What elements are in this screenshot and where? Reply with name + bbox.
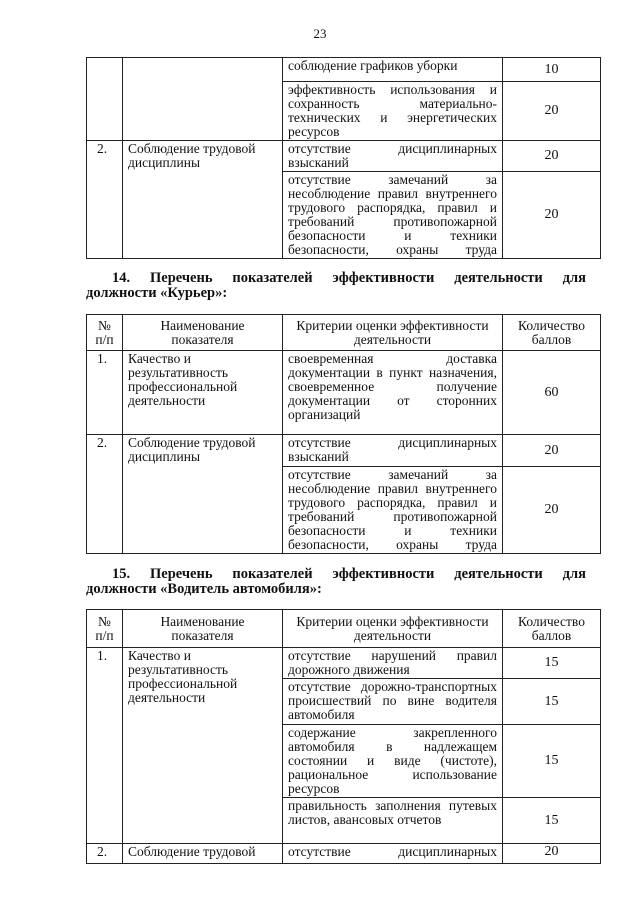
score: 60 <box>503 351 601 435</box>
section-14-heading <box>86 271 586 301</box>
indicator-name: Соблюдение трудовой дисциплины <box>123 141 283 259</box>
score: 20 <box>503 141 601 172</box>
criterion: содержание закрепленного автомобиля в надлежащем состоянии и виде (чистоте), рациональное использование ресурсов <box>283 725 503 798</box>
criterion: своевременная доставка документации в пункт назначения, своевременное получение документации от сторонних организаций <box>283 351 503 435</box>
score: 15 <box>503 798 601 844</box>
heading-line: должности «Курьер»: <box>86 285 228 301</box>
score: 20 <box>503 435 601 467</box>
criterion: отсутствие дорожно-транспортных происшествий по вине водителя автомобиля <box>283 679 503 725</box>
table-row <box>87 844 601 864</box>
row-number <box>87 58 123 141</box>
section-15-heading <box>86 567 586 597</box>
table-row <box>87 141 601 172</box>
heading-line: 15. Перечень показателей эффективности деятельности для <box>112 566 586 582</box>
score: 20 <box>503 82 601 141</box>
criterion: отсутствие дисциплинарных взысканий <box>283 141 503 172</box>
header-criteria: Критерии оценки эффективности деятельности <box>283 610 503 648</box>
header-score: Количество баллов <box>503 610 601 648</box>
criterion: эффективность использования и сохранность материально-технических и энергетических ресурсов <box>283 82 503 141</box>
table-courier <box>86 314 601 554</box>
heading-line: 14. Перечень показателей эффективности деятельности для <box>112 270 586 286</box>
table-continuation <box>86 57 601 259</box>
table-driver <box>86 609 601 864</box>
row-number: 1. <box>87 648 123 844</box>
table-row <box>87 648 601 679</box>
heading-line: должности «Водитель автомобиля»: <box>86 581 322 597</box>
score: 15 <box>503 725 601 798</box>
table-header-row <box>87 610 601 648</box>
table-header-row <box>87 315 601 351</box>
indicator-name: Соблюдение трудовой дисциплины <box>123 435 283 554</box>
criterion: правильность заполнения путевых листов, авансовых отчетов <box>283 798 503 844</box>
indicator-name <box>123 58 283 141</box>
score: 15 <box>503 648 601 679</box>
criterion: отсутствие замечаний за несоблюдение правил внутреннего трудового распорядка, правил и требований противопожарной безопасности и техники безопасности, охраны труда <box>283 172 503 259</box>
score: 15 <box>503 679 601 725</box>
header-number: № п/п <box>87 315 123 351</box>
row-number: 2. <box>87 844 123 864</box>
score: 10 <box>503 58 601 82</box>
score: 20 <box>503 844 601 864</box>
row-number: 2. <box>87 435 123 554</box>
score: 20 <box>503 467 601 554</box>
indicator-name: Качество и результативность профессиональной деятельности <box>123 648 283 844</box>
criterion: отсутствие замечаний за несоблюдение правил внутреннего трудового распорядка, правил и требований противопожарной безопасности и техники безопасности, охраны труда <box>283 467 503 554</box>
header-number: № п/п <box>87 610 123 648</box>
criterion: отсутствие дисциплинарных <box>283 844 503 864</box>
criterion: соблюдение графиков уборки <box>283 58 503 82</box>
table-row <box>87 58 601 82</box>
header-score: Количество баллов <box>503 315 601 351</box>
indicator-name: Соблюдение трудовой <box>123 844 283 864</box>
indicator-name: Качество и результативность профессиональной деятельности <box>123 351 283 435</box>
table-row <box>87 435 601 467</box>
header-criteria: Критерии оценки эффективности деятельности <box>283 315 503 351</box>
header-name: Наименование показателя <box>123 610 283 648</box>
row-number: 2. <box>87 141 123 259</box>
page-number: 23 <box>313 26 327 41</box>
criterion: отсутствие нарушений правил дорожного движения <box>283 648 503 679</box>
header-name: Наименование показателя <box>123 315 283 351</box>
row-number: 1. <box>87 351 123 435</box>
score: 20 <box>503 172 601 259</box>
table-row <box>87 351 601 435</box>
criterion: отсутствие дисциплинарных взысканий <box>283 435 503 467</box>
